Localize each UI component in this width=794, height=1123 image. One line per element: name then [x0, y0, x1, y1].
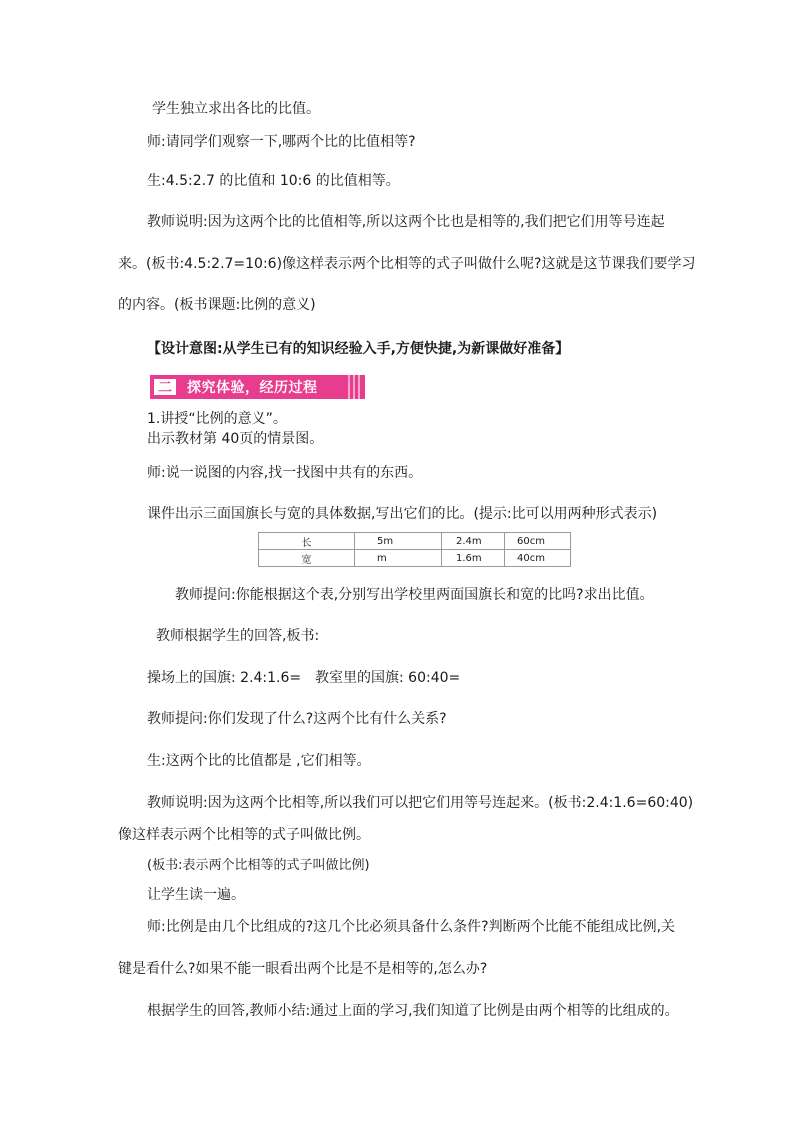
paragraph: 教师提问:你们发现了什么?这两个比有什么关系? [147, 711, 447, 727]
table-cell: 1.6m [442, 550, 505, 567]
table-row [259, 550, 571, 567]
paragraph: 像这样表示两个比相等的式子叫做比例。 [118, 827, 370, 843]
table-cell: 宽 [259, 550, 355, 567]
paragraph: 键是看什么?如果不能一眼看出两个比是不是相等的,怎么办? [118, 961, 488, 977]
table-cell: m [355, 550, 442, 567]
paragraph: 出示教材第 40页的情景图。 [147, 431, 324, 447]
paragraph: 师:比例是由几个比组成的?这几个比必须具备什么条件?判断两个比能不能组成比例,关 [147, 919, 676, 935]
table-cell: 长 [259, 533, 355, 550]
paragraph: 让学生读一遍。 [147, 887, 245, 903]
paragraph: 生:4.5:2.7 的比值和 10:6 的比值相等。 [147, 173, 400, 189]
table-row [259, 533, 571, 550]
banner-stripe [348, 375, 350, 399]
paragraph: 来。(板书:4.5:2.7=10:6)像这样表示两个比相等的式子叫做什么呢?这就是这节课我们要学习 [118, 256, 696, 272]
table-cell: 60cm [505, 533, 571, 550]
table-cell: 40cm [505, 550, 571, 567]
table-cell: 2.4m [442, 533, 505, 550]
banner-stripe [358, 375, 360, 399]
paragraph: 操场上的国旗: 2.4:1.6= [147, 670, 302, 686]
paragraph: 师:说一说图的内容,找一找图中共有的东西。 [147, 465, 423, 481]
paragraph: 教师提问:你能根据这个表,分别写出学校里两面国旗长和宽的比吗?求出比值。 [175, 587, 654, 603]
banner-stripe [353, 375, 355, 399]
section-number: 二 [153, 378, 177, 396]
paragraph: 教师根据学生的回答,板书: [156, 628, 320, 644]
flag-table [258, 532, 571, 567]
paragraph: 教室里的国旗: 60:40= [315, 670, 461, 686]
paragraph: 根据学生的回答,教师小结:通过上面的学习,我们知道了比例是由两个相等的比组成的。 [147, 1003, 679, 1019]
paragraph: 的内容。(板书课题:比例的意义) [118, 297, 316, 313]
paragraph: 生:这两个比的比值都是 ,它们相等。 [147, 753, 371, 769]
section-title: 探究体验，经历过程 [187, 380, 318, 396]
paragraph: 课件出示三面国旗长与宽的具体数据,写出它们的比。(提示:比可以用两种形式表示) [147, 506, 658, 522]
paragraph: 1.讲授“比例的意义”。 [147, 411, 287, 427]
paragraph: 教师说明:因为这两个比的比值相等,所以这两个比也是相等的,我们把它们用等号连起 [147, 214, 665, 230]
paragraph: 学生独立求出各比的比值。 [152, 101, 320, 117]
design-intent: 【设计意图:从学生已有的知识经验入手,方便快捷,为新课做好准备】 [147, 341, 570, 357]
table-cell: 5m [355, 533, 442, 550]
paragraph: (板书:表示两个比相等的式子叫做比例) [147, 858, 370, 873]
section-banner [150, 375, 365, 399]
paragraph: 教师说明:因为这两个比相等,所以我们可以把它们用等号连起来。(板书:2.4:1.6=60:40) [147, 795, 694, 811]
paragraph: 师:请同学们观察一下,哪两个比的比值相等? [147, 134, 416, 150]
